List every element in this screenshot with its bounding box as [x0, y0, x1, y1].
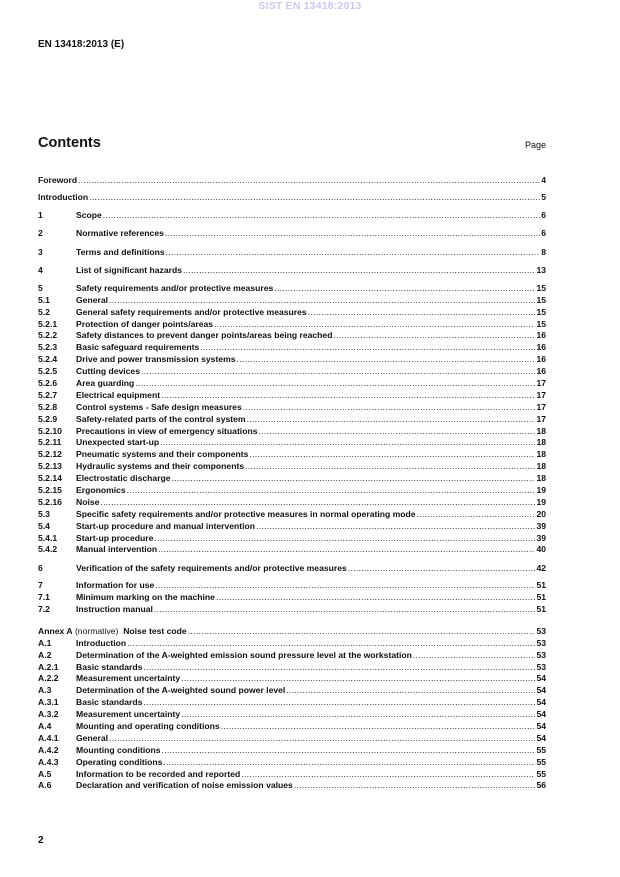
toc-entry-title: Measurement uncertainty [76, 673, 181, 684]
toc-entry-page: 55 [536, 756, 546, 767]
toc-entry-title: Cutting devices [76, 366, 140, 377]
toc-entry-number: 5.4 [38, 520, 50, 531]
toc-entry-number: 4 [38, 264, 43, 275]
toc-entry-title: Specific safety requirements and/or protective measures in normal operating mode [76, 508, 416, 519]
dot-leader [154, 604, 536, 616]
toc-entry[interactable] [38, 473, 546, 485]
toc-entry-page: 15 [536, 294, 546, 305]
toc-entry[interactable] [38, 192, 546, 204]
toc-entry[interactable] [38, 721, 546, 733]
toc-entry-number: A.4.2 [38, 744, 59, 755]
toc-entry-page: 16 [536, 354, 546, 365]
toc-entry-page: 17 [536, 413, 546, 424]
toc-entry-page: 18 [536, 437, 546, 448]
toc-entry[interactable] [38, 378, 546, 390]
dot-leader [161, 390, 535, 402]
dot-leader [181, 673, 535, 685]
toc-entry-page: 39 [536, 532, 546, 543]
toc-entry-page: 18 [536, 449, 546, 460]
toc-entry[interactable] [38, 592, 546, 604]
dot-leader [333, 330, 535, 342]
dot-leader [127, 638, 535, 650]
toc-entry-number: A.4.3 [38, 756, 59, 767]
toc-entry-number: A.2.1 [38, 661, 59, 672]
toc-entry[interactable] [38, 210, 546, 222]
toc-entry-title: Control systems - Safe design measures [76, 401, 242, 412]
toc-entry-page: 40 [536, 544, 546, 555]
toc-entry-title: Noise test code [123, 625, 187, 636]
dot-leader [181, 709, 535, 721]
toc-entry-title: Basic standards [76, 697, 143, 708]
dot-leader [247, 414, 536, 426]
toc-entry[interactable] [38, 626, 546, 638]
toc-entry-title: Hydraulic systems and their components [76, 461, 245, 472]
dot-leader [221, 721, 536, 733]
dot-leader [413, 650, 536, 662]
toc-entry-page: 19 [536, 496, 546, 507]
toc-group [38, 626, 546, 792]
toc-entry-page: 54 [536, 721, 546, 732]
toc-entry[interactable] [38, 638, 546, 650]
dot-leader [109, 295, 535, 307]
toc-entry-number: 7.1 [38, 592, 50, 603]
toc-entry[interactable] [38, 697, 546, 709]
toc-entry-number: 5.2.6 [38, 377, 58, 388]
toc-entry-title: Mounting conditions [76, 744, 161, 755]
dot-leader [155, 580, 535, 592]
dot-leader [258, 426, 535, 438]
toc-entry-page: 53 [536, 661, 546, 672]
dot-leader [143, 662, 535, 674]
toc-entry[interactable] [38, 449, 546, 461]
toc-entry-title: Information for use [76, 580, 155, 591]
toc-entry-number: 5.2.8 [38, 401, 58, 412]
toc-entry-number: 5.2.11 [38, 437, 62, 448]
toc-entry-number: 5.2.12 [38, 449, 62, 460]
dot-leader [241, 769, 535, 781]
toc-entry[interactable] [38, 544, 546, 556]
toc-entry-title: Start-up procedure [76, 532, 154, 543]
toc-entry-page: 51 [536, 580, 546, 591]
toc-entry-page: 53 [536, 649, 546, 660]
toc-entry-number: 5.2.14 [38, 473, 62, 484]
toc-entry-number: 5.4.1 [38, 532, 58, 543]
toc-entry-number: 5.2.10 [38, 425, 62, 436]
toc-entry-title: Determination of the A-weighted emission sound pressure level at the workstation [76, 649, 412, 660]
toc-entry[interactable] [38, 342, 546, 354]
toc-entry-title: List of significant hazards [76, 264, 183, 275]
toc-entry-page: 54 [536, 685, 546, 696]
toc-entry[interactable] [38, 307, 546, 319]
toc-entry[interactable] [38, 265, 546, 277]
toc-entry[interactable] [38, 533, 546, 545]
dot-leader [158, 544, 535, 556]
toc-entry[interactable] [38, 509, 546, 521]
toc-entry-title: Verification of the safety requirements and/or protective measures [76, 563, 347, 574]
toc-entry[interactable] [38, 709, 546, 721]
page-column-label: Page [524, 140, 546, 150]
watermark: SIST EN 13418:2013 [258, 0, 362, 12]
dot-leader [165, 228, 540, 240]
toc-entry-page: 17 [536, 389, 546, 400]
toc-group [38, 283, 546, 556]
toc-entry-page: 20 [536, 508, 546, 519]
toc-group [38, 192, 546, 204]
toc-entry-title: Scope [76, 210, 102, 221]
toc-entry-number: A.2.2 [38, 673, 59, 684]
toc-entry[interactable] [38, 650, 546, 662]
toc-entry-number: A.1 [38, 637, 52, 648]
toc-entry[interactable] [38, 497, 546, 509]
toc-entry-title: Protection of danger points/areas [76, 318, 214, 329]
dot-leader [143, 697, 535, 709]
dot-leader [216, 592, 535, 604]
toc-entry[interactable] [38, 521, 546, 533]
toc-group [38, 563, 546, 575]
toc-group [38, 580, 546, 616]
toc-entry-number: 5.1 [38, 294, 50, 305]
toc-entry-number: 5.2.7 [38, 389, 58, 400]
dot-leader [100, 497, 535, 509]
toc-entry-title: Precautions in view of emergency situations [76, 425, 258, 436]
toc-entry-title: Electrical equipment [76, 389, 161, 400]
toc-entry-number: A.4 [38, 721, 52, 732]
toc-entry-page: 18 [536, 425, 546, 436]
dot-leader [78, 175, 540, 187]
toc-entry-page: 55 [536, 744, 546, 755]
toc-entry-page: 4 [541, 175, 546, 185]
toc-entry-title: Introduction [38, 192, 89, 203]
toc-entry-page: 18 [536, 461, 546, 472]
toc-entry-page: 54 [536, 673, 546, 684]
toc-entry-title: Manual intervention [76, 544, 158, 555]
toc-entry-page: 54 [536, 732, 546, 743]
dot-leader [127, 485, 536, 497]
toc-entry-number: A.3.1 [38, 697, 59, 708]
dot-leader [188, 626, 536, 638]
dot-leader [141, 366, 535, 378]
dot-leader [183, 265, 535, 277]
toc-entry-page: 15 [536, 282, 546, 293]
toc-entry-title: Basic standards [76, 661, 143, 672]
dot-leader [294, 780, 536, 792]
annex-note: (normative) [74, 625, 119, 636]
dot-leader [103, 210, 540, 222]
toc-entry[interactable] [38, 673, 546, 685]
toc-entry-page: 16 [536, 366, 546, 377]
dot-leader [154, 533, 535, 545]
toc-entry-page: 39 [536, 520, 546, 531]
toc-entry[interactable] [38, 780, 546, 792]
toc-entry-page: 16 [536, 330, 546, 341]
toc-group [38, 265, 546, 277]
toc-entry-page: 13 [536, 264, 546, 275]
toc-entry[interactable] [38, 330, 546, 342]
toc-entry-number: 5.2.1 [38, 318, 58, 329]
toc-entry-page: 53 [536, 625, 546, 636]
toc-entry-number: 1 [38, 210, 43, 221]
toc-entry[interactable] [38, 461, 546, 473]
toc-entry-page: 6 [541, 210, 546, 221]
toc-entry[interactable] [38, 769, 546, 781]
dot-leader [274, 283, 535, 295]
toc-entry-title: Drive and power transmission systems [76, 354, 236, 365]
toc-entry-number: 5.3 [38, 508, 50, 519]
dot-leader [172, 473, 536, 485]
toc-entry[interactable] [38, 437, 546, 449]
dot-leader [109, 733, 535, 745]
toc-entry-title: Instruction manual [76, 604, 153, 614]
toc-entry-page: 42 [536, 563, 546, 574]
dot-leader [200, 342, 535, 354]
toc-entry-number: 5.2.13 [38, 461, 62, 472]
toc-entry[interactable] [38, 354, 546, 366]
toc-entry-number: 6 [38, 563, 43, 574]
toc-entry-title: General safety requirements and/or protective measures [76, 306, 307, 317]
toc-entry-title: Minimum marking on the machine [76, 592, 215, 603]
toc-entry-page: 15 [536, 306, 546, 317]
dot-leader [308, 307, 536, 319]
toc-entry-title: Ergonomics [76, 484, 126, 495]
toc-entry[interactable] [38, 580, 546, 592]
toc-entry-page: 5 [541, 192, 546, 203]
toc-entry[interactable] [38, 319, 546, 331]
toc-entry-page: 54 [536, 697, 546, 708]
contents-title: Contents [38, 135, 101, 151]
toc-entry[interactable] [38, 228, 546, 240]
annex-label: Annex A [38, 625, 73, 636]
dot-leader [166, 247, 541, 259]
toc-entry-number: 5.2.3 [38, 342, 58, 353]
toc-entry-number: A.4.1 [38, 732, 59, 743]
toc-entry-number: A.3 [38, 685, 52, 696]
dot-leader [348, 563, 536, 575]
toc-entry-page: 17 [536, 401, 546, 412]
toc-entry-number: 5.2 [38, 306, 50, 317]
dot-leader [245, 461, 535, 473]
dot-leader [417, 509, 536, 521]
toc-entry[interactable] [38, 685, 546, 697]
toc-entry-title: Measurement uncertainty [76, 709, 181, 720]
toc-entry[interactable] [38, 733, 546, 745]
toc-entry-title: Operating conditions [76, 756, 163, 767]
toc-entry[interactable] [38, 757, 546, 769]
document-header: EN 13418:2013 (E) [38, 39, 125, 50]
toc-entry-title: Terms and definitions [76, 247, 165, 258]
toc-entry-page: 19 [536, 484, 546, 495]
toc-group [38, 175, 546, 187]
toc-entry-page: 15 [536, 318, 546, 329]
dot-leader [286, 685, 535, 697]
dot-leader [214, 319, 535, 331]
toc-entry[interactable] [38, 402, 546, 414]
toc-entry-number: 5.2.15 [38, 484, 62, 495]
toc-entry-title: Electrostatic discharge [76, 473, 171, 484]
toc-entry-title: Area guarding [76, 377, 135, 388]
toc-entry-page: 17 [536, 377, 546, 388]
dot-leader [243, 402, 536, 414]
toc-entry-number: 5.2.16 [38, 496, 62, 507]
toc-entry-page: 51 [536, 592, 546, 603]
toc-entry-title: Noise [76, 496, 100, 507]
toc-entry-title: Normative references [76, 228, 164, 239]
toc-entry[interactable] [38, 414, 546, 426]
dot-leader [163, 757, 535, 769]
toc-entry-number: 7 [38, 580, 43, 591]
toc-entry-title: Foreword [38, 175, 78, 185]
toc-entry[interactable] [38, 283, 546, 295]
toc-entry-number: 2 [38, 228, 43, 239]
toc-entry-number: A.3.2 [38, 709, 59, 720]
toc-entry[interactable] [38, 745, 546, 757]
dot-leader [89, 192, 540, 204]
dot-leader [237, 354, 536, 366]
toc-entry[interactable] [38, 247, 546, 259]
toc-entry-page: 18 [536, 473, 546, 484]
toc-entry-title: General [76, 732, 109, 743]
toc-entry[interactable] [38, 175, 546, 187]
dot-leader [162, 745, 536, 757]
toc-entry-title: Safety-related parts of the control system [76, 413, 246, 424]
toc-entry-title: Unexpected start-up [76, 437, 160, 448]
toc-entry-page: 51 [536, 604, 546, 614]
toc-entry-title: Mounting and operating conditions [76, 721, 220, 732]
toc-entry[interactable] [38, 390, 546, 402]
toc-entry[interactable] [38, 604, 546, 616]
toc-entry-title: Basic safeguard requirements [76, 342, 200, 353]
toc-entry-page: 53 [536, 637, 546, 648]
toc-entry[interactable] [38, 485, 546, 497]
toc-entry-number: 5.2.4 [38, 354, 58, 365]
toc-entry-page: 16 [536, 342, 546, 353]
toc-entry-title: Declaration and verification of noise emission values [76, 780, 293, 791]
dot-leader [256, 521, 535, 533]
toc-entry-title: Pneumatic systems and their components [76, 449, 249, 460]
toc-group [38, 247, 546, 259]
dot-leader [249, 449, 535, 461]
toc-entry-number: 5.2.9 [38, 413, 58, 424]
toc-entry-number: 5.2.2 [38, 330, 58, 341]
toc-entry-page: 8 [541, 247, 546, 258]
toc-entry-title: General [76, 294, 109, 305]
toc-entry-title: Start-up procedure and manual intervention [76, 520, 256, 531]
toc-entry-title: Safety distances to prevent danger points/areas being reached [76, 330, 333, 341]
dot-leader [160, 437, 535, 449]
dot-leader [135, 378, 535, 390]
toc-entry-title: Introduction [76, 637, 127, 648]
toc-entry[interactable] [38, 426, 546, 438]
toc-entry-number: 7.2 [38, 604, 50, 614]
table-of-contents [38, 175, 546, 792]
toc-entry-page: 55 [536, 768, 546, 779]
toc-entry-page: 56 [536, 780, 546, 791]
toc-entry-page: 54 [536, 709, 546, 720]
toc-entry-number: 5.2.5 [38, 366, 58, 377]
toc-entry-title: Information to be recorded and reported [76, 768, 241, 779]
toc-entry-number: 5 [38, 282, 43, 293]
toc-group [38, 228, 546, 240]
toc-entry-number: A.6 [38, 780, 52, 791]
toc-group [38, 210, 546, 222]
toc-entry[interactable] [38, 563, 546, 575]
toc-entry-number: 3 [38, 247, 43, 258]
toc-entry-title: Safety requirements and/or protective measures [76, 282, 274, 293]
toc-entry[interactable] [38, 662, 546, 674]
toc-entry-title: Determination of the A-weighted sound power level [76, 685, 286, 696]
page-number: 2 [38, 835, 44, 846]
toc-entry[interactable] [38, 295, 546, 307]
toc-entry-number: A.5 [38, 768, 52, 779]
toc-entry-number: 5.4.2 [38, 544, 58, 555]
toc-entry[interactable] [38, 366, 546, 378]
toc-entry-page: 6 [541, 228, 546, 239]
toc-entry-number: A.2 [38, 649, 52, 660]
